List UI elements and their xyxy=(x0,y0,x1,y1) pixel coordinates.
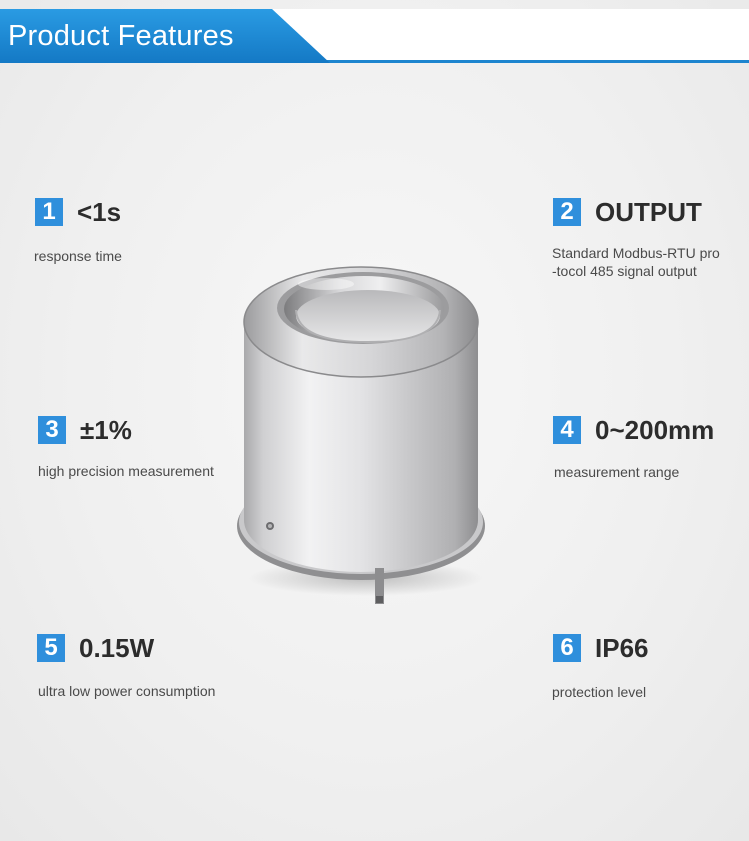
feature-value: ±1% xyxy=(80,415,132,445)
feature-description-line-2: -tocol 485 signal output xyxy=(552,263,697,279)
feature-number-badge: 5 xyxy=(37,634,65,662)
feature-value: IP66 xyxy=(595,633,649,663)
feature-description-line-1: Standard Modbus-RTU pro xyxy=(552,245,720,261)
feature-value: <1s xyxy=(77,197,122,227)
feature-4 xyxy=(553,416,714,481)
sensor-product-image xyxy=(236,252,496,612)
feature-2 xyxy=(553,198,720,280)
feature-3 xyxy=(38,416,214,480)
feature-6 xyxy=(553,634,649,701)
feature-number-badge: 3 xyxy=(38,416,66,444)
feature-number-badge: 6 xyxy=(553,634,581,662)
feature-number-badge: 2 xyxy=(553,198,581,226)
feature-number-badge: 1 xyxy=(35,198,63,226)
feature-value: 0~200mm xyxy=(595,415,715,445)
feature-description: ultra low power consumption xyxy=(38,683,216,699)
feature-value: 0.15W xyxy=(79,633,155,663)
page-title: Product Features xyxy=(8,20,234,52)
section-header xyxy=(0,0,749,64)
feature-description: response time xyxy=(34,248,122,264)
feature-description: protection level xyxy=(552,684,647,700)
feature-1 xyxy=(35,198,122,265)
feature-description: measurement range xyxy=(554,464,680,480)
feature-value: OUTPUT xyxy=(595,197,702,227)
feature-number-badge: 4 xyxy=(553,416,581,444)
feature-description: high precision measurement xyxy=(38,463,214,479)
feature-5 xyxy=(37,634,215,700)
